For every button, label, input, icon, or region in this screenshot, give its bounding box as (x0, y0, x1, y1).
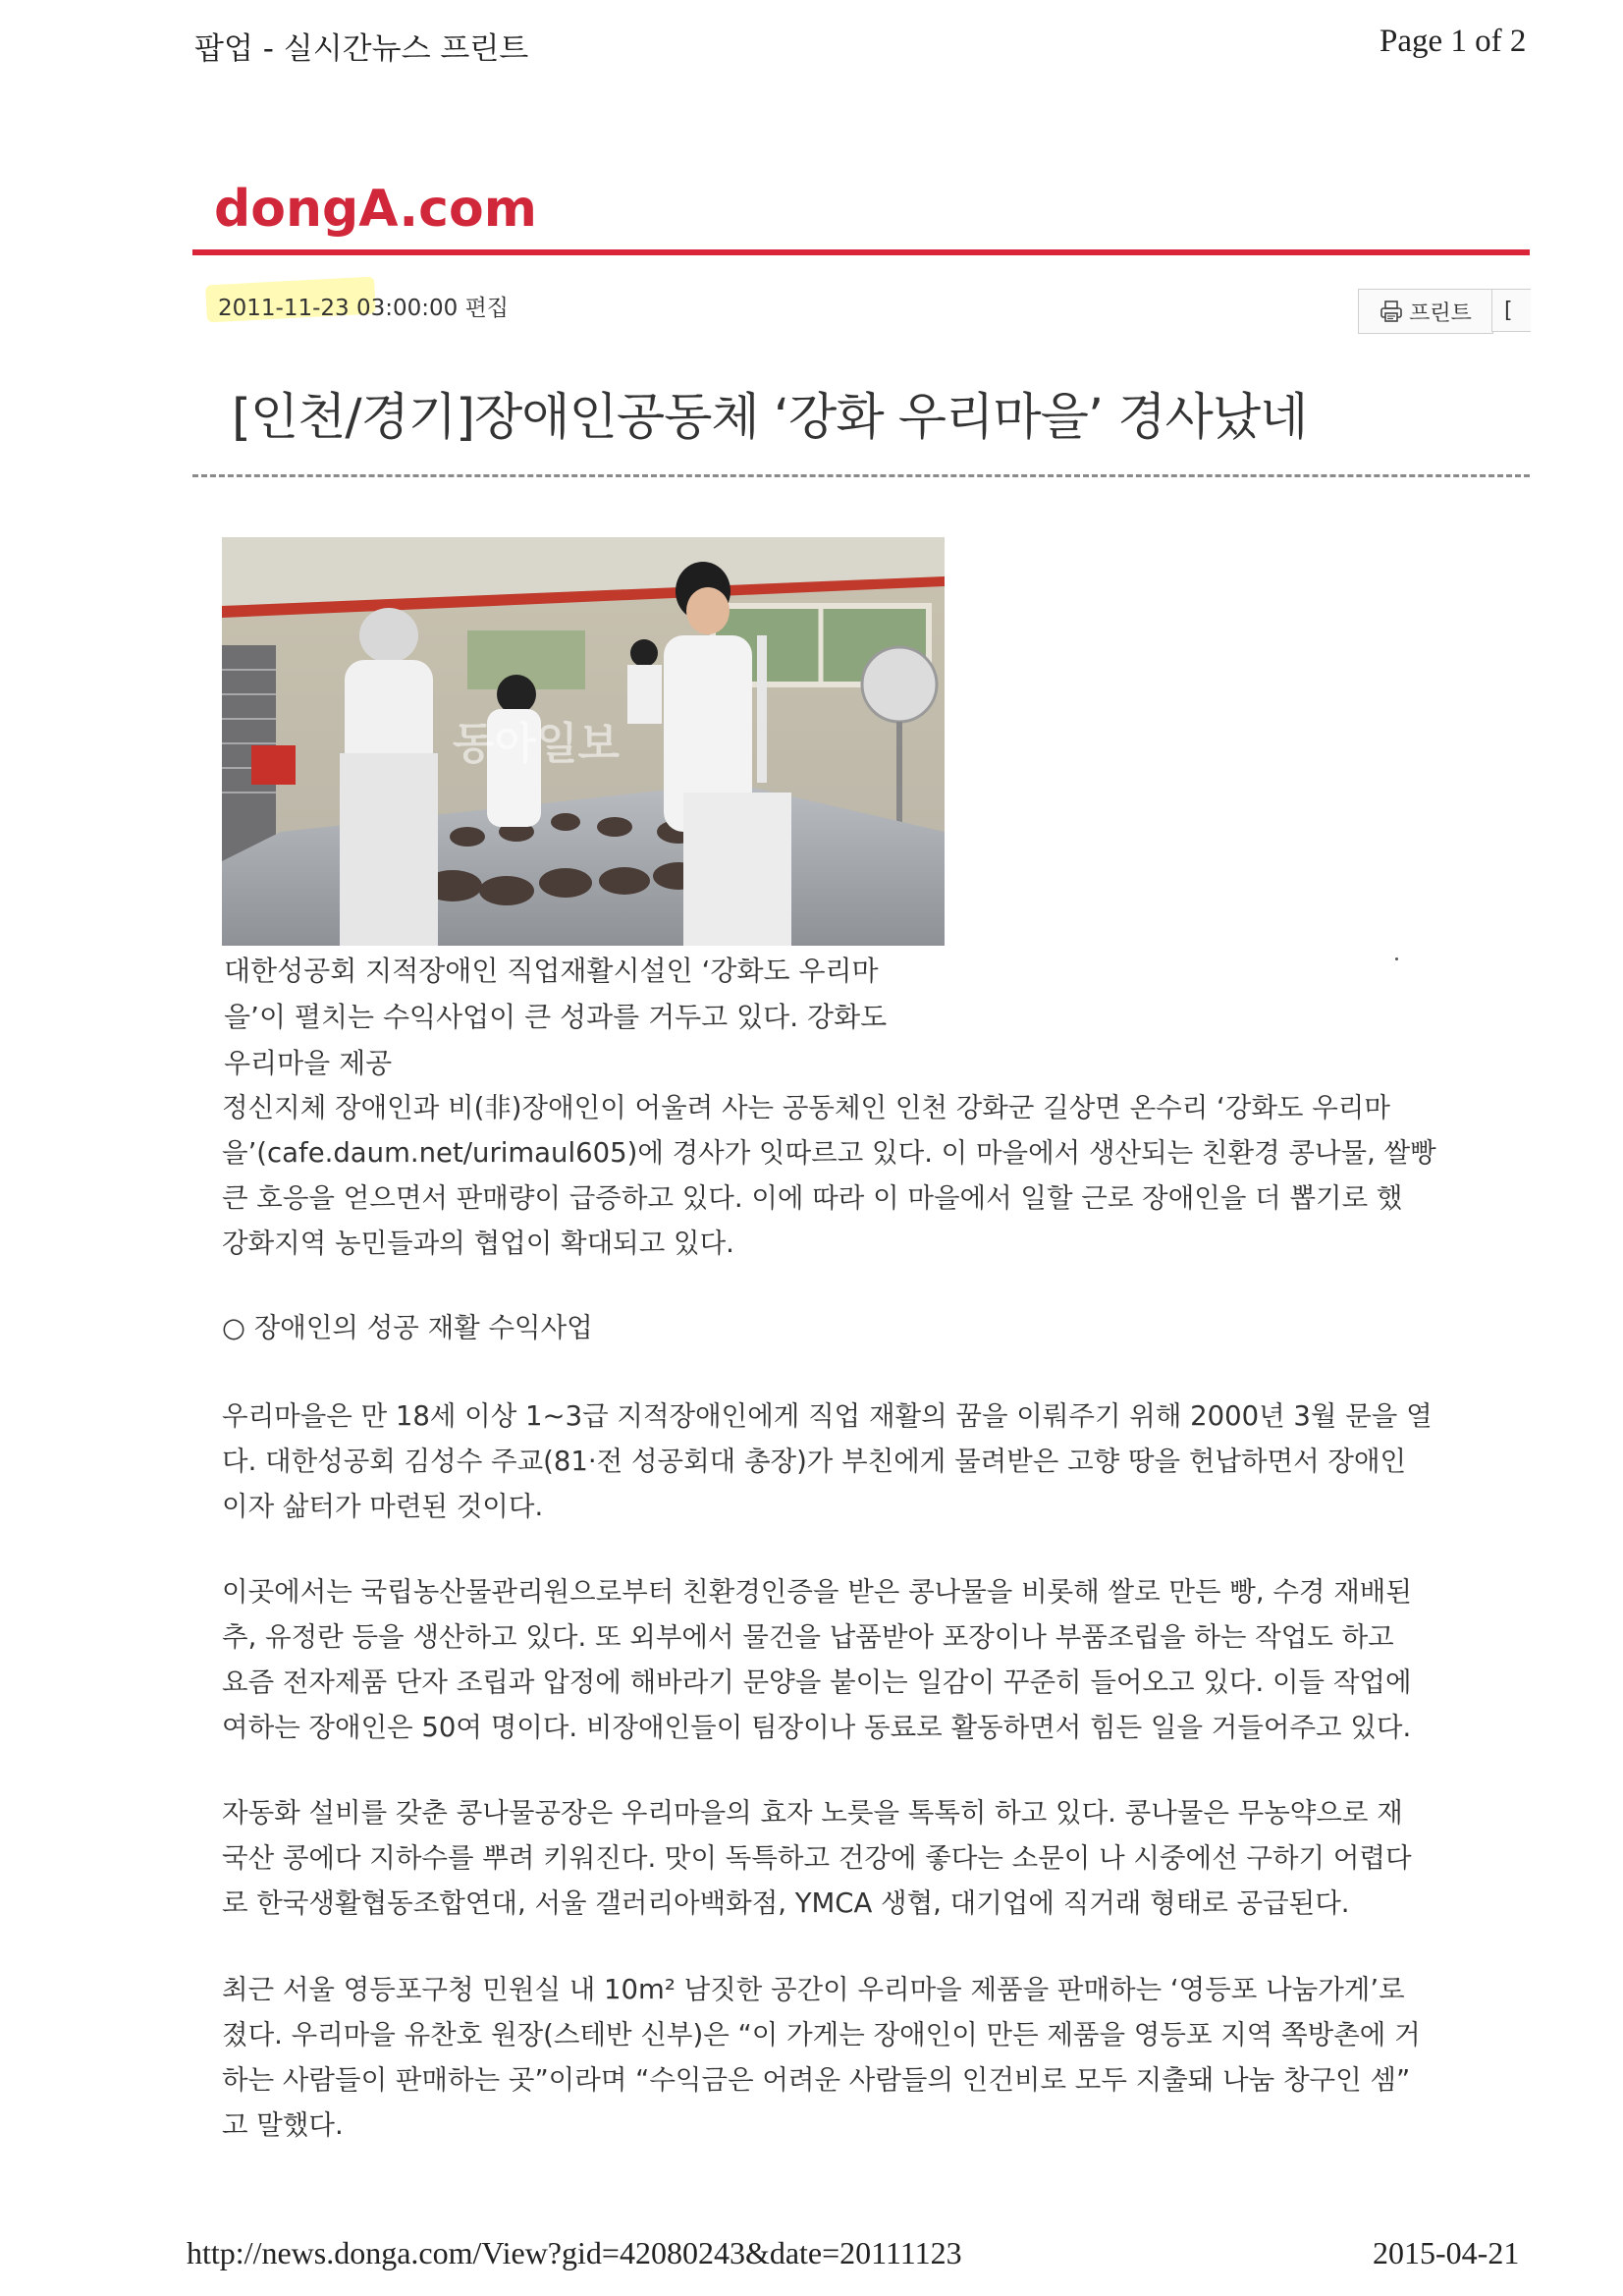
body-paragraph-history (222, 1394, 1530, 1529)
subheading-line: ○ 장애인의 성공 재활 수익사업 (222, 1312, 593, 1343)
body-line: 큰 호응을 얻으면서 판매량이 급증하고 있다. 이에 따라 이 마을에서 일할 근로 장애인을 더 뽑기로 했 (222, 1182, 1403, 1214)
body-line: 최근 서울 영등포구청 민원실 내 10m² 남짓한 공간이 우리마을 제품을 판매하는 ‘영등포 나눔가게’로 (222, 1974, 1405, 2005)
body-line: 이자 삶터가 마련된 것이다. (222, 1491, 544, 1522)
photo-caption (224, 948, 950, 1086)
print-button-label: 프린트 (1409, 301, 1472, 326)
print-button[interactable] (1358, 289, 1493, 334)
body-paragraph-products (222, 1569, 1530, 1750)
body-line: 여하는 장애인은 50여 명이다. 비장애인들이 팀장이나 동료로 활동하면서 힘든 일을 거들어주고 있다. (222, 1712, 1412, 1743)
body-paragraph-intro (222, 1085, 1530, 1266)
body-line: 정신지체 장애인과 비(非)장애인이 어울려 사는 공동체인 인천 강화군 길상면 온수리 ‘강화도 우리마 (222, 1092, 1390, 1123)
caption-line: 을’이 펼치는 수익사업이 큰 성과를 거두고 있다. 강화도 (224, 1001, 888, 1033)
site-logo[interactable]: dongA.com (214, 180, 537, 239)
section-subheading (222, 1305, 1530, 1350)
body-line: 강화지역 농민들과의 협업이 확대되고 있다. (222, 1228, 734, 1259)
body-line: 국산 콩에다 지하수를 뿌려 키워진다. 맛이 독특하고 건강에 좋다는 소문이 나 시중에선 구하기 어렵다 (222, 1842, 1412, 1874)
headline-divider (192, 474, 1530, 477)
body-paragraph-factory (222, 1790, 1530, 1926)
print-footer-date: 2015-04-21 (1373, 2235, 1520, 2270)
body-line: 고 말했다. (222, 2109, 344, 2141)
secondary-toolbar-label: [ (1504, 298, 1513, 323)
body-line: 요즘 전자제품 단자 조립과 압정에 해바라기 문양을 붙이는 일감이 꾸준히 들어오고 있다. 이들 작업에 (222, 1667, 1412, 1698)
caption-line: 대한성공회 지적장애인 직업재활시설인 ‘강화도 우리마 (224, 955, 879, 987)
body-line: 우리마을은 만 18세 이상 1∼3급 지적장애인에게 직업 재활의 꿈을 이뤄주기 위해 2000년 3월 문을 열 (222, 1400, 1433, 1432)
caption-line: 우리마을 제공 (224, 1047, 393, 1079)
article-headline: [인천/경기]장애인공동체 ‘강화 우리마을’ 경사났네 (232, 389, 1308, 447)
header-divider (192, 249, 1530, 255)
body-line: 추, 유정란 등을 생산하고 있다. 또 외부에서 물건을 납품받아 포장이나 부품조립을 하는 작업도 하고 (222, 1621, 1394, 1653)
body-line: 로 한국생활협동조합연대, 서울 갤러리아백화점, YMCA 생협, 대기업에 직거래 형태로 공급된다. (222, 1887, 1350, 1919)
body-line: 졌다. 우리마을 유찬호 원장(스테반 신부)은 “이 가게는 장애인이 만든 제품을 영등포 지역 쪽방촌에 거 (222, 2019, 1421, 2050)
article-datetime: 2011-11-23 03:00:00 편집 (218, 296, 510, 321)
print-footer-url: http://news.donga.com/View?gid=42080243&date=20111123 (187, 2235, 962, 2270)
body-line: 다. 대한성공회 김성수 주교(81·전 성공회대 총장)가 부친에게 물려받은 고향 땅을 헌납하면서 장애인 (222, 1446, 1407, 1477)
body-line: 자동화 설비를 갖춘 콩나물공장은 우리마을의 효자 노릇을 톡톡히 하고 있다. 콩나물은 무농약으로 재 (222, 1797, 1403, 1829)
body-line: 하는 사람들이 판매하는 곳”이라며 “수익금은 어려운 사람들의 인건비로 모두 지출돼 나눔 창구인 셈” (222, 2064, 1411, 2096)
photo-watermark: 동아일보 (453, 719, 621, 769)
page-indicator: Page 1 of 2 (1380, 24, 1527, 59)
article-photo (222, 537, 945, 946)
secondary-toolbar-button[interactable] (1491, 289, 1531, 332)
scan-speck (1395, 957, 1398, 960)
printer-icon (1380, 300, 1403, 323)
body-line: 을’(cafe.daum.net/urimaul605)에 경사가 잇따르고 있다. 이 마을에서 생산되는 친환경 콩나물, 쌀빵 (222, 1137, 1436, 1169)
body-paragraph-store (222, 1967, 1530, 2148)
body-line: 이곳에서는 국립농산물관리원으로부터 친환경인증을 받은 콩나물을 비롯해 쌀로 만든 빵, 수경 재배된 (222, 1576, 1412, 1608)
print-window-title: 팝업 - 실시간뉴스 프린트 (194, 31, 529, 67)
